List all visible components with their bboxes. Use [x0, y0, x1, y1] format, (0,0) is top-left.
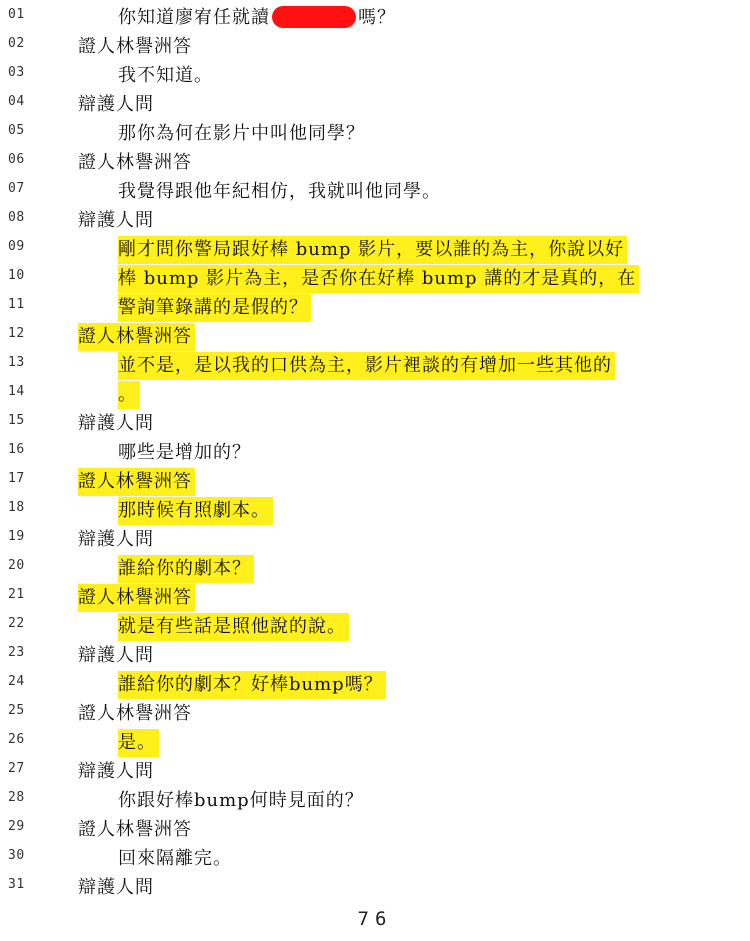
- transcript-line: [0, 874, 750, 902]
- speaker-label: 辯護人問: [78, 645, 154, 666]
- transcript-line: [0, 700, 750, 728]
- line-number: 29: [8, 819, 25, 834]
- line-number: 10: [8, 268, 25, 283]
- transcript-line: [0, 207, 750, 235]
- line-number: 01: [8, 7, 25, 22]
- line-text: 回來隔離完。: [118, 848, 232, 869]
- speaker-label: 辯護人問: [78, 94, 154, 115]
- question-text: 你知道廖宥任就讀: [118, 7, 270, 28]
- highlighted-text: 棒 bump 影片為主，是否你在好棒 bump 講的才是真的，在: [118, 265, 639, 293]
- line-text: [118, 4, 396, 32]
- line-number: 14: [8, 384, 25, 399]
- highlighted-text: 是。: [118, 729, 159, 757]
- line-number: 24: [8, 674, 25, 689]
- line-text: 你跟好棒bump何時見面的？: [118, 790, 364, 811]
- line-text: 那你為何在影片中叫他同學？: [118, 123, 365, 144]
- line-number: 26: [8, 732, 25, 747]
- line-text: 我不知道。: [118, 65, 213, 86]
- line-number: 02: [8, 36, 25, 51]
- highlighted-text: 剛才問你警局跟好棒 bump 影片，要以誰的為主，你說以好: [118, 236, 627, 264]
- question-text-end: 嗎？: [358, 7, 396, 28]
- transcript-line: [0, 265, 750, 293]
- line-number: 04: [8, 94, 25, 109]
- transcript-line: [0, 323, 750, 351]
- line-number: 09: [8, 239, 25, 254]
- speaker-label: 辯護人問: [78, 877, 154, 898]
- line-number: 23: [8, 645, 25, 660]
- line-number: 17: [8, 471, 25, 486]
- transcript-line: [0, 555, 750, 583]
- transcript-line: [0, 497, 750, 525]
- line-number: 25: [8, 703, 25, 718]
- transcript-line: [0, 236, 750, 264]
- speaker-label: 證人林譽洲答: [78, 584, 195, 612]
- speaker-label: 證人林譽洲答: [78, 819, 192, 840]
- speaker-label: 辯護人問: [78, 210, 154, 231]
- line-number: 18: [8, 500, 25, 515]
- highlighted-text: 那時候有照劇本。: [118, 497, 273, 525]
- speaker-label: 證人林譽洲答: [78, 703, 192, 724]
- line-number: 27: [8, 761, 25, 776]
- transcript-line: [0, 671, 750, 699]
- page-number: 76: [357, 908, 393, 930]
- transcript-line: [0, 294, 750, 322]
- highlighted-text: 並不是，是以我的口供為主，影片裡談的有增加一些其他的: [118, 352, 615, 380]
- transcript-line: [0, 642, 750, 670]
- line-number: 20: [8, 558, 25, 573]
- transcript-line: [0, 439, 750, 467]
- transcript-line: [0, 613, 750, 641]
- speaker-label: 證人林譽洲答: [78, 323, 195, 351]
- transcript-line: [0, 816, 750, 844]
- transcript-line: [0, 178, 750, 206]
- transcript-line: [0, 120, 750, 148]
- highlighted-text: 誰給你的劇本？好棒bump嗎？: [118, 671, 386, 699]
- line-number: 11: [8, 297, 25, 312]
- line-text: 我覺得跟他年紀相仿，我就叫他同學。: [118, 181, 441, 202]
- highlighted-text: 。: [118, 381, 140, 409]
- transcript-line: [0, 758, 750, 786]
- speaker-label: 證人林譽洲答: [78, 468, 195, 496]
- line-number: 07: [8, 181, 25, 196]
- transcript-line: [0, 729, 750, 757]
- transcript-line: [0, 584, 750, 612]
- highlighted-text: 誰給你的劇本？: [118, 555, 254, 583]
- transcript-line: [0, 381, 750, 409]
- transcript-line: [0, 62, 750, 90]
- line-number: 08: [8, 210, 25, 225]
- line-number: 16: [8, 442, 25, 457]
- transcript-line: [0, 410, 750, 438]
- line-number: 28: [8, 790, 25, 805]
- line-number: 30: [8, 848, 25, 863]
- transcript-line: [0, 845, 750, 873]
- transcript-line: [0, 352, 750, 380]
- line-number: 03: [8, 65, 25, 80]
- transcript-line: [0, 91, 750, 119]
- transcript-line: [0, 4, 750, 32]
- highlighted-text: 就是有些話是照他說的說。: [118, 613, 349, 641]
- speaker-label: 辯護人問: [78, 529, 154, 550]
- line-number: 15: [8, 413, 25, 428]
- line-number: 12: [8, 326, 25, 341]
- speaker-label: 證人林譽洲答: [78, 152, 192, 173]
- transcript-line: [0, 149, 750, 177]
- line-number: 13: [8, 355, 25, 370]
- transcript-line: [0, 468, 750, 496]
- redaction-mark: [272, 6, 356, 28]
- line-text: 哪些是增加的？: [118, 442, 251, 463]
- transcript-line: [0, 33, 750, 61]
- line-number: 31: [8, 877, 25, 892]
- speaker-label: 辯護人問: [78, 761, 154, 782]
- transcript-line: [0, 526, 750, 554]
- transcript-line: [0, 787, 750, 815]
- line-number: 06: [8, 152, 25, 167]
- line-number: 19: [8, 529, 25, 544]
- speaker-label: 證人林譽洲答: [78, 36, 192, 57]
- line-number: 21: [8, 587, 25, 602]
- line-number: 22: [8, 616, 25, 631]
- speaker-label: 辯護人問: [78, 413, 154, 434]
- line-number: 05: [8, 123, 25, 138]
- highlighted-text: 警詢筆錄講的是假的？: [118, 294, 311, 322]
